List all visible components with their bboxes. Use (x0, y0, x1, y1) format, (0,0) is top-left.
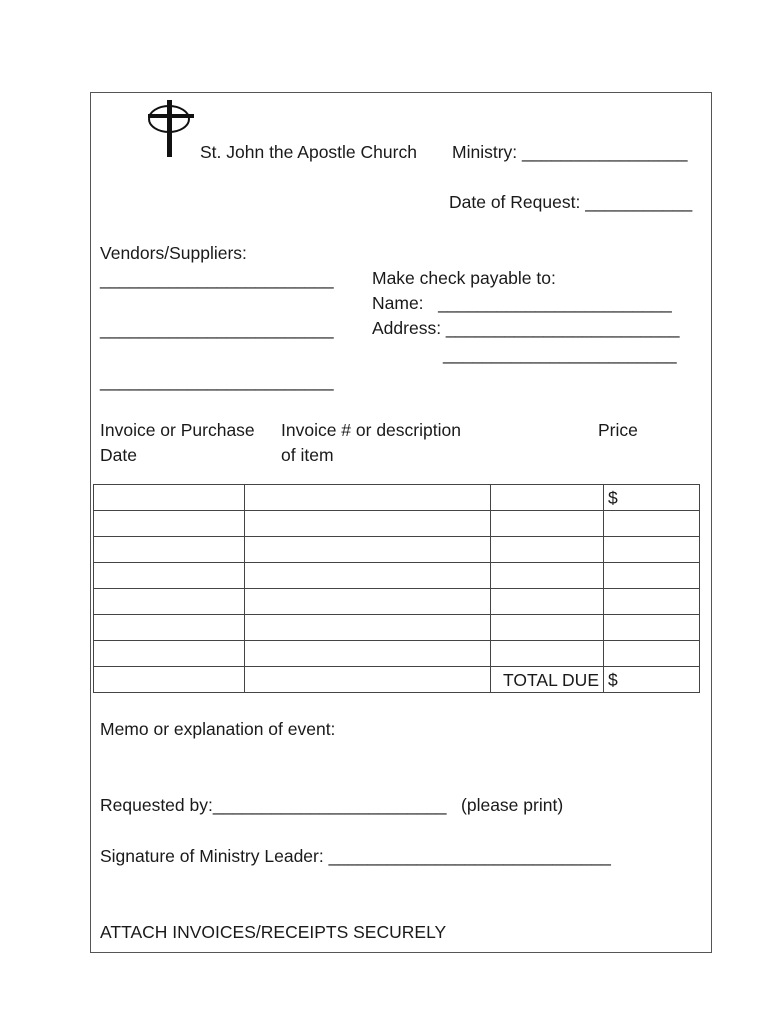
date-cell[interactable] (94, 589, 245, 615)
price-cell[interactable] (604, 641, 700, 667)
date-cell[interactable] (94, 485, 245, 511)
total-due-label: TOTAL DUE (491, 667, 604, 693)
table-row (94, 615, 700, 641)
table-row (94, 563, 700, 589)
items-table (93, 484, 700, 693)
price-cell[interactable] (604, 511, 700, 537)
column-header-date-1: Invoice or Purchase (100, 420, 255, 440)
price-cell[interactable] (604, 615, 700, 641)
dollar-sign: $ (608, 487, 618, 508)
description-cell[interactable] (245, 641, 491, 667)
description-cell[interactable] (245, 589, 491, 615)
total-price-cell[interactable] (604, 667, 700, 693)
table-row (94, 641, 700, 667)
table-row (94, 589, 700, 615)
column-header-description-1: Invoice # or description (281, 420, 461, 440)
payable-address-line2[interactable]: ________________________ (443, 344, 677, 364)
price-cell[interactable] (604, 485, 700, 511)
description-cell[interactable] (245, 511, 491, 537)
description-cell[interactable] (245, 615, 491, 641)
table-row (94, 511, 700, 537)
extra-cell[interactable] (491, 615, 604, 641)
cross-icon (146, 100, 196, 158)
description-cell[interactable] (245, 563, 491, 589)
ministry-field[interactable]: Ministry: _________________ (452, 142, 688, 162)
extra-cell[interactable] (491, 641, 604, 667)
date-cell[interactable] (94, 511, 245, 537)
description-cell[interactable] (245, 537, 491, 563)
attach-notice: ATTACH INVOICES/RECEIPTS SECURELY (100, 922, 447, 942)
extra-cell[interactable] (491, 485, 604, 511)
extra-cell[interactable] (491, 511, 604, 537)
vendors-label: Vendors/Suppliers: (100, 243, 247, 263)
total-dollar-sign: $ (608, 669, 618, 690)
payable-label: Make check payable to: (372, 268, 556, 288)
description-cell[interactable] (245, 485, 491, 511)
signature-field[interactable]: Signature of Ministry Leader: _____________________________ (100, 846, 611, 866)
vendor-line-3[interactable]: ________________________ (100, 371, 334, 391)
date-cell[interactable] (94, 537, 245, 563)
price-cell[interactable] (604, 537, 700, 563)
table-row (94, 485, 700, 511)
column-header-price: Price (598, 420, 638, 440)
price-cell[interactable] (604, 589, 700, 615)
church-name: St. John the Apostle Church (200, 142, 417, 162)
date-of-request-field[interactable]: Date of Request: ___________ (449, 192, 693, 212)
column-header-description-2: of item (281, 445, 334, 465)
extra-cell[interactable] (491, 589, 604, 615)
total-row (94, 667, 700, 693)
payable-address-field[interactable]: Address: ________________________ (372, 318, 680, 338)
payable-name-field[interactable]: Name: ________________________ (372, 293, 672, 313)
vendor-line-1[interactable]: ________________________ (100, 269, 334, 289)
vendor-line-2[interactable]: ________________________ (100, 319, 334, 339)
column-header-date-2: Date (100, 445, 137, 465)
requested-by-field[interactable]: Requested by:________________________ (please print) (100, 795, 564, 815)
extra-cell[interactable] (491, 563, 604, 589)
date-cell[interactable] (94, 615, 245, 641)
date-cell[interactable] (94, 641, 245, 667)
date-cell[interactable] (94, 667, 245, 693)
description-cell[interactable] (245, 667, 491, 693)
extra-cell[interactable] (491, 537, 604, 563)
price-cell[interactable] (604, 563, 700, 589)
memo-label: Memo or explanation of event: (100, 719, 336, 739)
date-cell[interactable] (94, 563, 245, 589)
table-row (94, 537, 700, 563)
